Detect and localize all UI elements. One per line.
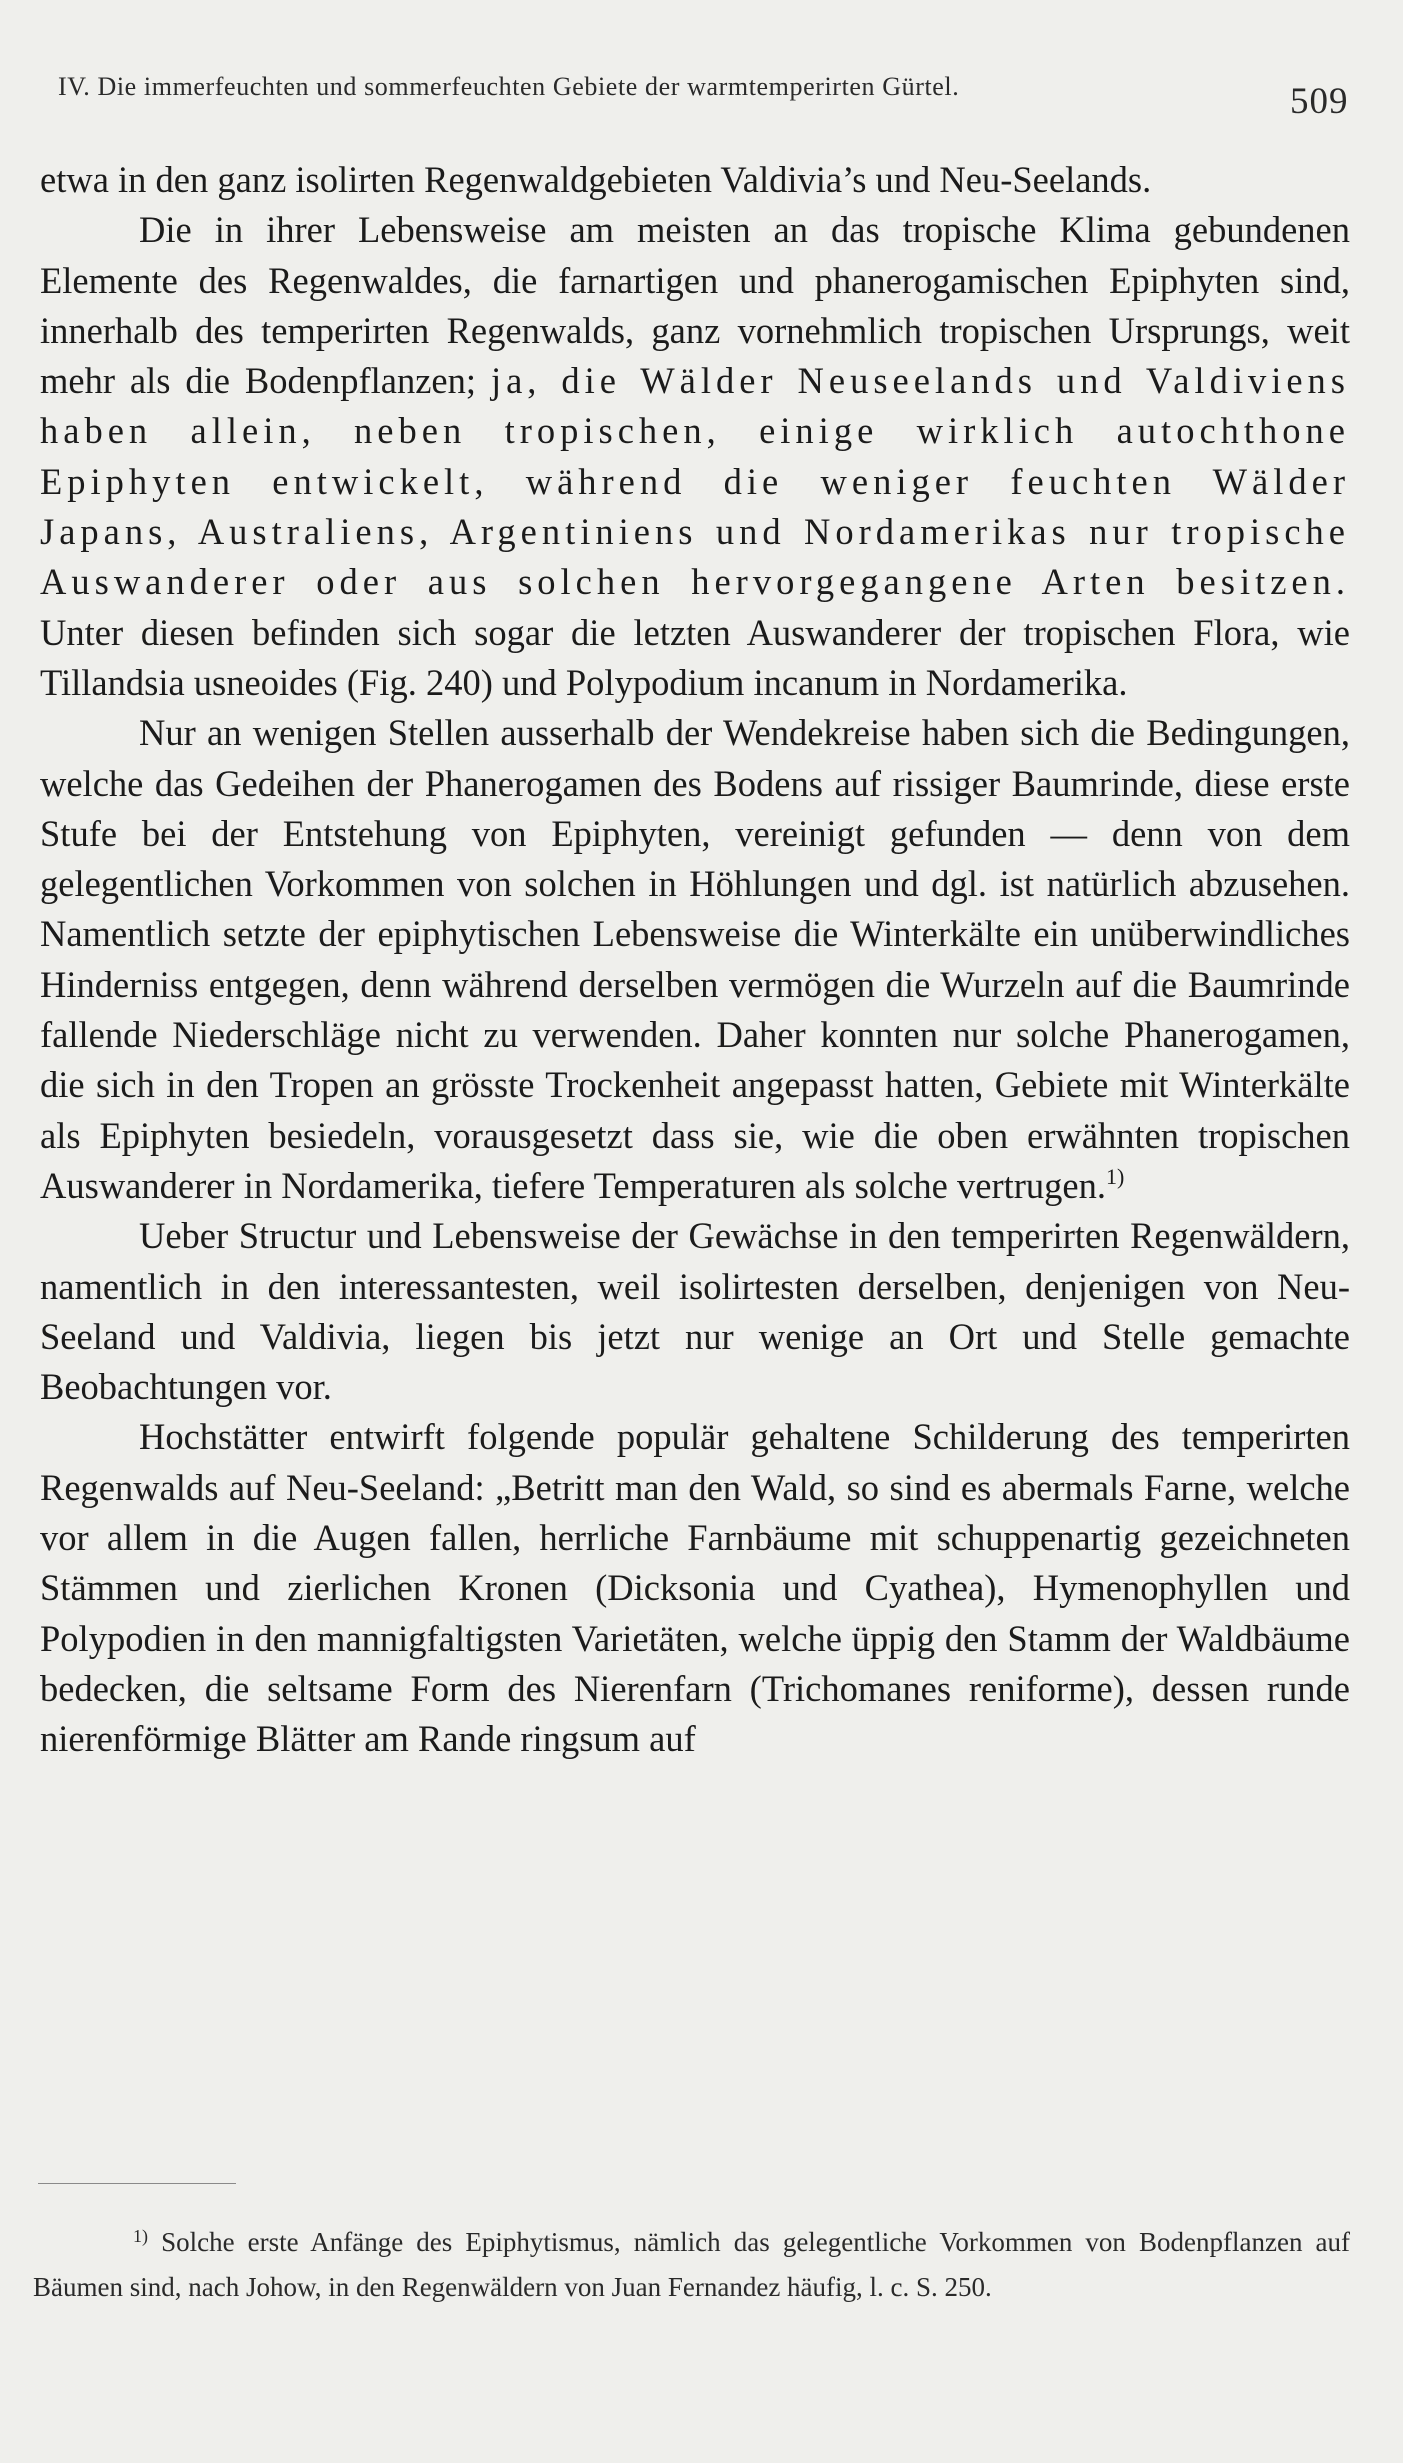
- paragraph-text: Nur an wenigen Stellen ausserhalb der Wendekreise haben sich die Bedingungen, welche das Gedeihen der Phanerogamen des Bodens auf rissiger Baumrinde, diese erste Stufe bei der Entstehung von Epiphyten, vereinigt gefunden — denn von dem gelegentlichen Vorkommen von solchen in Höhlungen und dgl. ist natürlich abzusehen. Namentlich setzte der epiphytischen Lebensweise die Winterkälte ein unüberwindliches Hinderniss entgegen, denn während derselben vermögen die Wurzeln auf die Baumrinde fallende Niederschläge nicht zu verwenden. Daher konnten nur solche Phanerogamen, die sich in den Tropen an grösste Trockenheit angepasst hatten, Gebiete mit Winterkälte als Epiphyten besiedeln, vorausgesetzt dass sie, wie die oben erwähnten tropischen Auswanderer in Nordamerika, tiefere Temperaturen als solche vertrugen.: [40, 712, 1350, 1206]
- paragraph-structure: Ueber Structur und Lebensweise der Gewächse in den temperirten Regenwäldern, namentlich in den interessantesten, weil isolirtesten derselben, denjenigen von Neu-Seeland und Valdivia, liegen bis jetzt nur wenige an Ort und Stelle gemachte Beobachtungen vor.: [40, 1215, 1350, 1408]
- footnote-mark: 1): [133, 2226, 148, 2246]
- footnote: [33, 2220, 1350, 2310]
- paragraph-epiphytes: [40, 205, 1350, 708]
- paragraph-hochstaetter: Hochstätter entwirft folgende populär gehaltene Schilderung des temperirten Regenwalds auf Neu-Seeland: „Betritt man den Wald, so sind es abermals Farne, welche vor allem in die Augen fallen, herrliche Farnbäume mit schuppenartig gezeichneten Stämmen und zierlichen Kronen (Dicksonia und Cyathea), Hymenophyllen und Polypodien in den mannigfaltigsten Varietäten, welche üppig den Stamm der Waldbäume bedecken, die seltsame Form des Nierenfarn (Trichomanes reniforme), dessen runde nierenförmige Blätter am Rande ringsum auf: [40, 1416, 1350, 1760]
- footnote-divider: [38, 2183, 236, 2184]
- body-text: [40, 155, 1350, 1765]
- paragraph-continuation: etwa in den ganz isolirten Regenwaldgebieten Valdivia’s und Neu-Seelands.: [40, 159, 1152, 200]
- footnote-reference[interactable]: 1): [1105, 1163, 1125, 1189]
- paragraph-text: Die in ihrer Lebensweise am meisten an das tropische Klima gebundenen Elemente des Regenwaldes, die farnartigen und phanerogamischen Epiphyten sind, innerhalb des temperirten Regenwalds, ganz vornehmlich tropischen Ursprungs, weit mehr als die Bodenpflanzen;: [40, 209, 1350, 402]
- emphasized-text: ja, die Wälder Neuseelands und Valdiviens haben allein, neben tropischen, einige wirklich autochthone Epiphyten entwickelt, während die weniger feuchten Wälder Japans, Australiens, Argentiniens und Nordamerikas nur tropische Auswanderer oder aus solchen hervorgegangene Arten besitzen.: [40, 360, 1351, 603]
- paragraph-text: Unter diesen befinden sich sogar die letzten Auswanderer der tropischen Flora, wie Tillandsia usneoides (Fig. 240) und Polypodium incanum in Nordamerika.: [40, 611, 1350, 703]
- page-number: 509: [1290, 81, 1349, 122]
- running-head: IV. Die immerfeuchten und sommerfeuchten Gebiete der warmtemperirten Gürtel.: [58, 72, 960, 101]
- footnote-text: Solche erste Anfänge des Epiphytismus, nämlich das gelegentliche Vorkommen von Bodenpflanzen auf Bäumen sind, nach Johow, in den Regenwäldern von Juan Fernandez häufig, l. c. S. 250.: [33, 2227, 1351, 2302]
- paragraph-winter-cold: [40, 708, 1350, 1211]
